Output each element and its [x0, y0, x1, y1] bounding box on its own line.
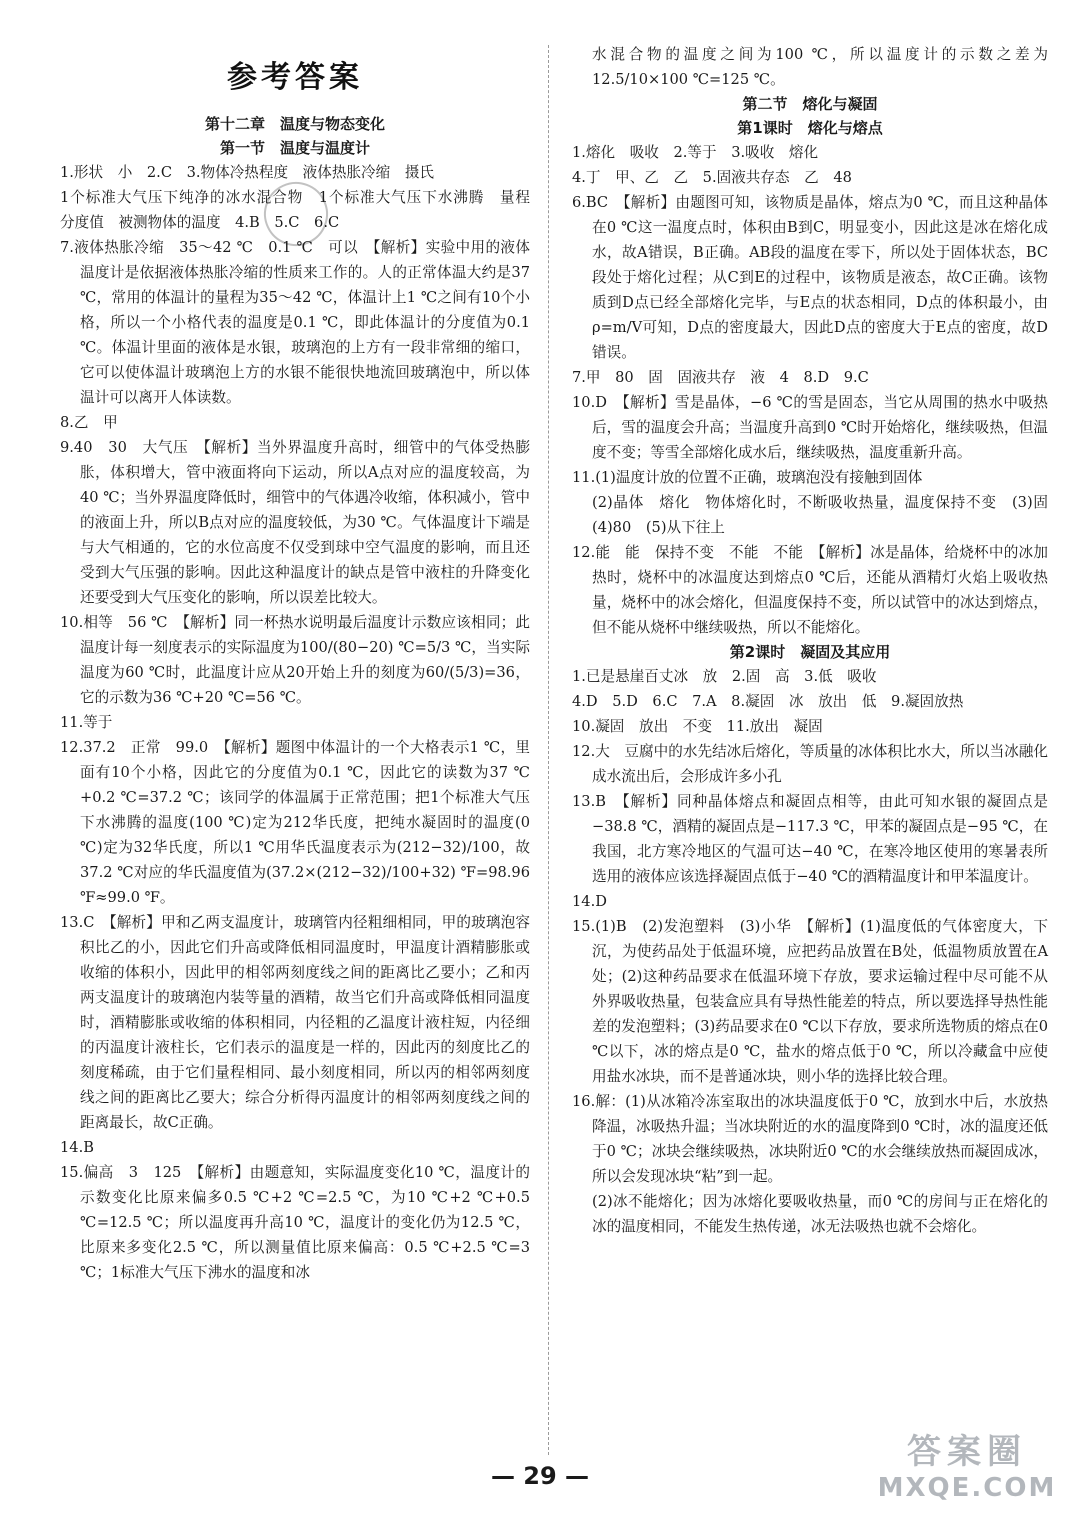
right-column [572, 42, 1063, 1239]
answer-item: 4.D 5.D 6.C 7.A 8.凝固 冰 放出 低 9.凝固放热 [572, 693, 964, 710]
answer-item: 16.解：(1)从冰箱冷冻室取出的冰块温度低于0 ℃，放到水中后，水放热降温，冰吸热升温；当冰块附近的水的温度降到0 ℃时，冰的温度还低于0 ℃；冰块会继续吸热，冰块附近0 ℃的水会继续放热而凝固成冰，所以会发现冰块“粘”到一起。 [572, 1093, 1048, 1185]
watermark-logo [872, 1424, 1062, 1514]
answer-item: 13.C 【解析】甲和乙两支温度计，玻璃管内径粗细相同，甲的玻璃泡容积比乙的小，因此它们升高或降低相同温度时，甲温度计酒精膨胀或收缩的体积小，因此甲的相邻两刻度线之间的距离比乙要小；乙和丙两支温度计的玻璃泡内装等量的酒精，故当它们升高或降低相同温度时，酒精膨胀或收缩的体积相同，内径粗的乙温度计液柱短，内径细的丙温度计液柱长，它们表示的温度是一样的，因此丙的刻度比乙的刻度稀疏，由于它们量程相同、最小刻度相同，所以丙的相邻两刻度线之间的距离比乙要大；综合分析得丙温度计的相邻两刻度线之间的距离最长，故C正确。 [60, 914, 530, 1131]
answer-item: 12.37.2 正常 99.0 【解析】题图中体温计的一个大格表示1 ℃，里面有10个小格，因此它的分度值为0.1 ℃，因此它的读数为37 ℃+0.2 ℃=37.2 ℃；该同学的体温属于正常范围；把1个标准大气压下水沸腾的温度(100 ℃)定为212华氏度，把纯水凝固时的温度(0 ℃)定为32华氏度，所以1 ℃用华氏温度表示为(212−32)/100，故37.2 ℃对应的华氏温度值为(37.2×(212−32)/100+32) ℉=98.96 ℉≈99.0 ℉。 [60, 739, 530, 906]
answer-item: 8.乙 甲 [60, 414, 118, 431]
answer-item: 15.(1)B (2)发泡塑料 (3)小华 【解析】(1)温度低的气体密度大，下沉，为使药品处于低温环境，应把药品放置在B处，低温物质放置在A处；(2)这种药品要求在低温环境下存放，要求运输过程中尽可能不从外界吸收热量，包装盒应具有导热性能差的特点，所以要选择导热性能差的发泡塑料；(3)药品要求在0 ℃以下存放，要求所选物质的熔点在0 ℃以下，冰的熔点是0 ℃，盐水的熔点低于0 ℃，所以冷藏盒中应使用盐水冰块，而不是普通冰块，则小华的选择比较合理。 [572, 918, 1048, 1085]
answer-item: (2)晶体 熔化 物体熔化时，不断吸收热量，温度保持不变 (3)固 (4)80 (5)从下往上 [592, 494, 1063, 536]
answer-item: 9.40 30 大气压 【解析】当外界温度升高时，细管中的气体受热膨胀，体积增大，管中液面将向下运动，所以A点对应的温度较高，为40 ℃；当外界温度降低时，细管中的气体遇冷收缩，体积减小，管中的液面上升，所以B点对应的温度较低，为30 ℃。气体温度计下端是与大气相通的，它的水位高度不仅受到球中空气温度的影响，而且还受到大气压强的影响。因此这种温度计的缺点是管中液柱的升降变化还要受到大气压变化的影响，所以误差比较大。 [60, 439, 530, 606]
answer-item: 12.能 能 保持不变 不能 不能 【解析】冰是晶体，给烧杯中的冰加热时，烧杯中的冰温度达到熔点0 ℃后，还能从酒精灯火焰上吸收热量，烧杯中的冰会熔化，但温度保持不变，所以试管中的冰达到熔点，但不能从烧杯中继续吸热，所以不能熔化。 [572, 544, 1048, 636]
answer-item: 11.(1)温度计放的位置不正确，玻璃泡没有接触到固体 [572, 469, 923, 486]
lesson-title: 第1课时 熔化与熔点 [737, 119, 883, 137]
answer-item: 6.BC 【解析】由题图可知，该物质是晶体，熔点为0 ℃，而且这种晶体在0 ℃这一温度点时，体积由B到C，明显变小，因此这是冰在熔化成水，故A错误，B正确。AB段的温度在零下，所以处于固体状态，BC段处于熔化过程；从C到E的过程中，该物质是液态，故C正确。该物质到D点已经全部熔化完毕，与E点的状态相同，D点的体积最小，由ρ=m/V可知，D点的密度最大，因此D点的密度大于E点的密度，故D错误。 [572, 194, 1048, 361]
page-title: 参考答案 [227, 60, 363, 95]
answer-item: 13.B 【解析】同种晶体熔点和凝固点相等，由此可知水银的凝固点是−38.8 ℃，酒精的凝固点是−117.3 ℃，甲苯的凝固点是−95 ℃，在我国，北方寒冷地区的气温可达−40 ℃，在寒冷地区使用的寒暑表所选用的液体应该选择凝固点低于−40 ℃的酒精温度计和甲苯温度计。 [572, 793, 1048, 885]
answer-item: 10.凝固 放出 不变 11.放出 凝固 [572, 718, 823, 735]
answer-item: 14.D [572, 893, 607, 910]
answer-item: 11.等于 [60, 714, 113, 731]
page-number: — 29 — [490, 1462, 590, 1490]
answer-item: 1个标准大气压下纯净的冰水混合物 1个标准大气压下水沸腾 量程 分度值 被测物体的温度 4.B 5.C 6.C [60, 189, 545, 231]
answer-item: 4.丁 甲、乙 乙 5.固液共存态 乙 48 [572, 169, 852, 186]
chapter-title: 第十二章 温度与物态变化 [204, 115, 385, 133]
answer-item: 14.B [60, 1139, 94, 1156]
answer-item: 15.偏高 3 125 【解析】由题意知，实际温度变化10 ℃，温度计的示数变化比原来偏多0.5 ℃+2 ℃=2.5 ℃，为10 ℃+2 ℃+0.5 ℃=12.5 ℃；所以温度再升高10 ℃，温度计的变化仍为12.5 ℃，比原来多变化2.5 ℃，所以测量值比原来偏高：0.5 ℃+2.5 ℃=3 ℃；1标准大气压下沸水的温度和冰 [60, 1164, 530, 1281]
answer-item: 1.熔化 吸收 2.等于 3.吸收 熔化 [572, 144, 819, 161]
section-title: 第二节 熔化与凝固 [742, 95, 878, 113]
continued-text: 水混合物的温度之间为100 ℃，所以温度计的示数之差为 12.5/10×100 ℃=125 ℃。 [592, 46, 1048, 88]
watermark-url: MXQE.COM [877, 1473, 1057, 1503]
answer-item: (2)冰不能熔化；因为冰熔化要吸收热量，而0 ℃的房间与正在熔化的冰的温度相同，不能发生热传递，冰无法吸热也就不会熔化。 [592, 1193, 1048, 1235]
left-column [60, 112, 545, 1285]
lesson-title: 第2课时 凝固及其应用 [729, 643, 891, 661]
watermark-text: 答案圈 [907, 1432, 1027, 1472]
column-divider [548, 45, 549, 1455]
section-title: 第一节 温度与温度计 [219, 139, 370, 157]
answer-item: 1.形状 小 2.C 3.物体冷热程度 液体热胀冷缩 摄氏 [60, 164, 435, 181]
answer-item: 1.已是悬崖百丈冰 放 2.固 高 3.低 吸收 [572, 668, 877, 685]
answer-item: 7.液体热胀冷缩 35～42 ℃ 0.1 ℃ 可以 【解析】实验中用的液体温度计是依据液体热胀冷缩的性质来工作的。人的正常体温大约是37 ℃，常用的体温计的量程为35～42 ℃，体温计上1 ℃之间有10个小格，所以一个小格代表的温度是0.1 ℃，即此体温计的分度值为0.1 ℃。体温计里面的液体是水银，玻璃泡的上方有一段非常细的缩口，它可以使体温计玻璃泡上方的水银不能很快地流回玻璃泡中，所以体温计可以离开人体读数。 [60, 239, 530, 406]
answer-item: 7.甲 80 固 固液共存 液 4 8.D 9.C [572, 369, 869, 386]
answer-item: 10.相等 56 ℃ 【解析】同一杯热水说明最后温度计示数应该相同；此温度计每一刻度表示的实际温度为100/(80−20) ℃=5/3 ℃，当实际温度为60 ℃时，此温度计应从20开始上升的刻度为60/(5/3)=36，它的示数为36 ℃+20 ℃=56 ℃。 [60, 614, 530, 706]
answer-item: 12.大 豆腐中的水先结冰后熔化，等质量的冰体积比水大，所以当冰融化成水流出后，会形成许多小孔 [572, 743, 1048, 785]
answer-item: 10.D 【解析】雪是晶体，−6 ℃的雪是固态，当它从周围的热水中吸热后，雪的温度会升高；当温度升高到0 ℃时开始熔化，继续吸热，但温度不变；等雪全部熔化成水后，继续吸热，温度重新升高。 [572, 394, 1048, 461]
